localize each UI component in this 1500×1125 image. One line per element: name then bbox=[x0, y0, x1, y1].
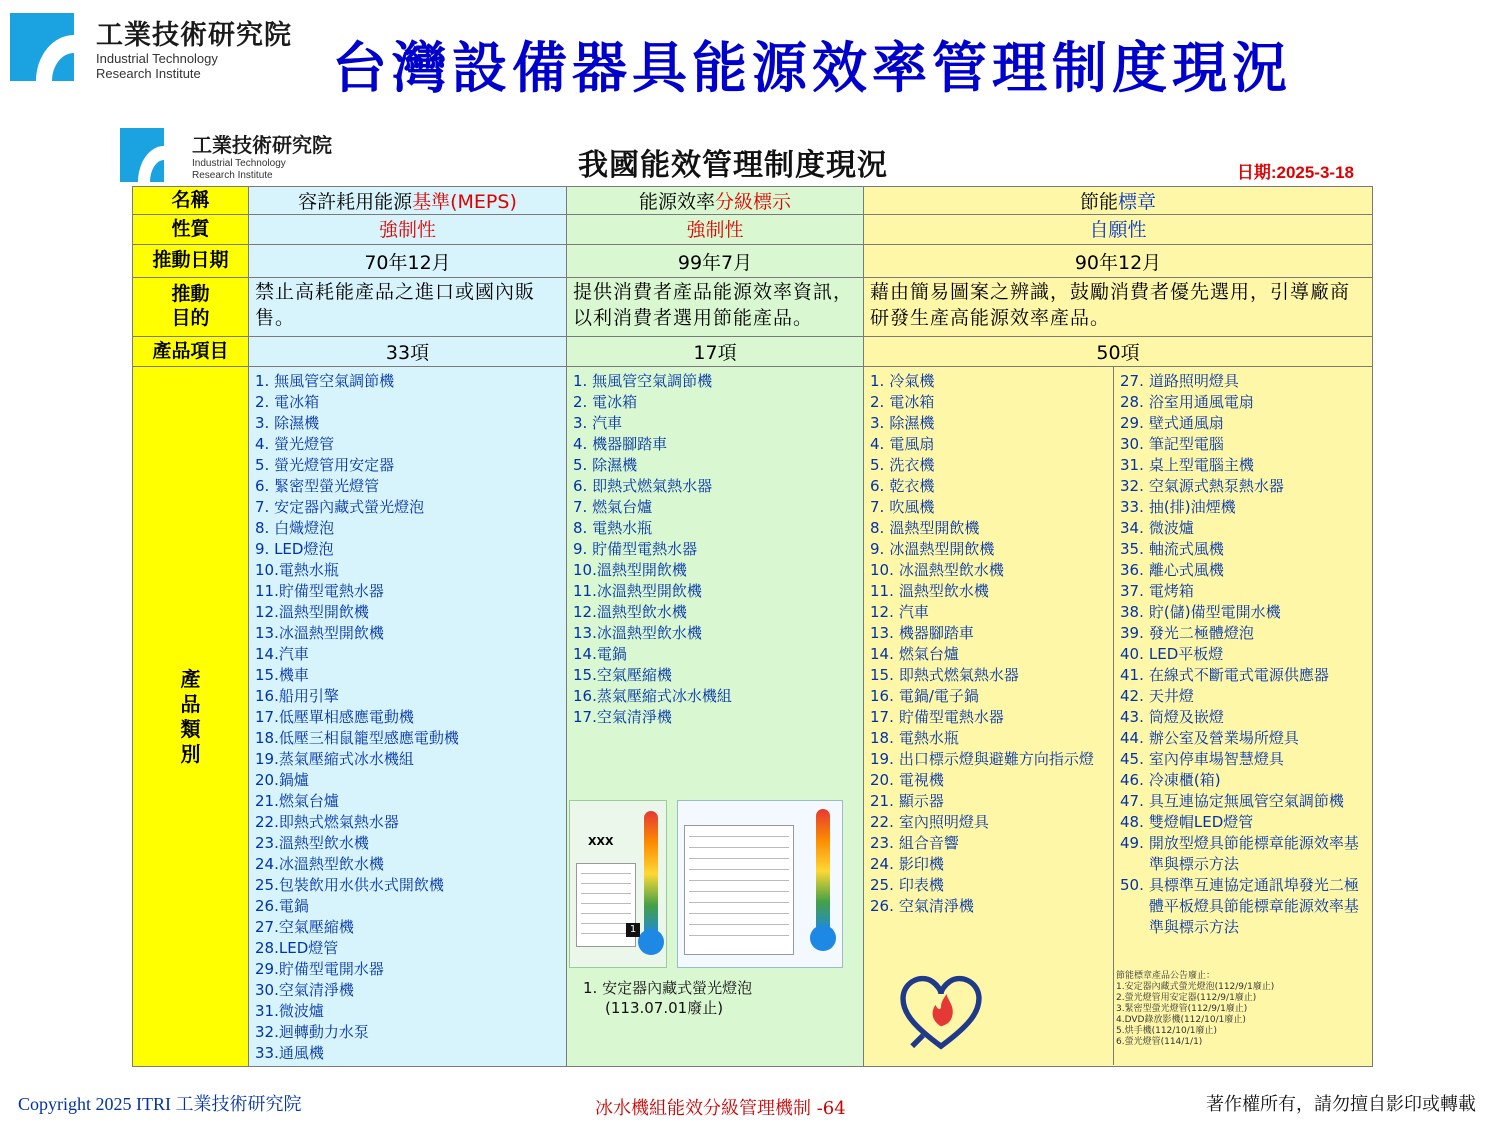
meps-purpose: 禁止高耗能產品之進口或國內販售。 bbox=[249, 278, 567, 337]
list-item: 22.即熱式燃氣熱水器 bbox=[255, 813, 399, 831]
list-item: 13.冰溫熱型開飲機 bbox=[255, 624, 384, 642]
list-item: 7. 安定器內藏式螢光燈泡 bbox=[255, 498, 425, 516]
label-item-list-b bbox=[1114, 367, 1372, 938]
list-item: 8. 溫熱型開飲機 bbox=[870, 519, 980, 537]
meps-nature: 強制性 bbox=[249, 215, 567, 245]
list-item: 35. 軸流式風機 bbox=[1120, 540, 1224, 558]
list-item: 19. 出口標示燈與避難方向指示燈 bbox=[870, 750, 1094, 768]
list-item: 1. 冷氣機 bbox=[870, 372, 935, 390]
list-item: 11.冰溫熱型開飲機 bbox=[573, 582, 702, 600]
list-item: 22. 室內照明燈具 bbox=[870, 813, 989, 831]
list-item: 38. 貯(儲)備型電開水機 bbox=[1120, 603, 1281, 621]
grade-name: 能源效率分級標示 bbox=[567, 187, 864, 215]
list-item: 25.包裝飲用水供水式開飲機 bbox=[255, 876, 444, 894]
list-item: 9. 冰溫熱型開飲機 bbox=[870, 540, 995, 558]
list-item: 19.蒸氣壓縮式冰水機組 bbox=[255, 750, 414, 768]
label-date: 推動日期 bbox=[133, 245, 249, 278]
list-item: 15.機車 bbox=[255, 666, 309, 684]
label-items-cell bbox=[864, 367, 1373, 1067]
panel-itri-logo bbox=[120, 128, 332, 182]
notice-line: 1.安定器內藏式螢光燈泡(112/9/1廢止) bbox=[1116, 982, 1275, 992]
list-item: 12.溫熱型開飲機 bbox=[255, 603, 369, 621]
label-nature: 性質 bbox=[133, 215, 249, 245]
meps-item-list bbox=[249, 367, 566, 1064]
list-item: 32.迴轉動力水泵 bbox=[255, 1023, 369, 1041]
grade-date: 99年7月 bbox=[567, 245, 864, 278]
list-item: 43. 筒燈及嵌燈 bbox=[1120, 708, 1224, 726]
label-count: 產品項目 bbox=[133, 337, 249, 367]
list-item: 36. 離心式風機 bbox=[1120, 561, 1224, 579]
list-item: 9. 貯備型電熱水器 bbox=[573, 540, 698, 558]
panel-date: 日期:2025-3-18 bbox=[1236, 163, 1354, 182]
list-item: 41. 在線式不斷電式電源供應器 bbox=[1120, 666, 1329, 684]
list-item: 1. 無風管空氣調節機 bbox=[255, 372, 395, 390]
list-item: 28. 浴室用通風電扇 bbox=[1120, 393, 1254, 411]
list-item: 20.鍋爐 bbox=[255, 771, 309, 789]
list-item: 45. 室內停車場智慧燈具 bbox=[1120, 750, 1284, 768]
list-item: 33. 抽(排)油煙機 bbox=[1120, 498, 1236, 516]
list-item: 31.微波爐 bbox=[255, 1002, 324, 1020]
list-item: 11. 溫熱型飲水機 bbox=[870, 582, 989, 600]
energy-grade-detail-label-icon bbox=[677, 800, 843, 968]
list-item: 10.溫熱型開飲機 bbox=[573, 561, 687, 579]
list-item: 17.空氣清淨機 bbox=[573, 708, 672, 726]
list-item: 4. 螢光燈管 bbox=[255, 435, 335, 453]
itri-logo-mark-icon bbox=[10, 13, 74, 81]
panel-logo-name-en-1: Industrial Technology bbox=[192, 158, 286, 169]
list-item: 15. 即熱式燃氣熱水器 bbox=[870, 666, 1019, 684]
list-item: 7. 燃氣台爐 bbox=[573, 498, 653, 516]
list-item: 25. 印表機 bbox=[870, 876, 944, 894]
label-name-cell: 節能標章 bbox=[864, 187, 1373, 215]
grade-purpose: 提供消費者產品能源效率資訊，以利消費者選用節能產品。 bbox=[567, 278, 864, 337]
meps-name: 容許耗用能源基準(MEPS) bbox=[249, 187, 567, 215]
list-item: 13. 機器腳踏車 bbox=[870, 624, 974, 642]
meps-items-cell bbox=[249, 367, 567, 1067]
list-item: 12.溫熱型飲水機 bbox=[573, 603, 687, 621]
list-item: 6. 即熱式燃氣熱水器 bbox=[573, 477, 713, 495]
notice-line: 6.螢光燈管(114/1/1) bbox=[1116, 1037, 1203, 1047]
list-item: 27. 道路照明燈具 bbox=[1120, 372, 1239, 390]
list-item: 30.空氣清淨機 bbox=[255, 981, 354, 999]
notice-line: 5.烘手機(112/10/1廢止) bbox=[1116, 1026, 1218, 1036]
logo-name-zh: 工業技術研究院 bbox=[96, 20, 292, 51]
list-item: 21.燃氣台爐 bbox=[255, 792, 339, 810]
list-item: 46. 冷凍櫃(箱) bbox=[1120, 771, 1221, 789]
list-item: 48. 雙燈帽LED燈管 bbox=[1120, 813, 1254, 831]
list-item: 3. 除濕機 bbox=[255, 414, 320, 432]
list-item: 3. 汽車 bbox=[573, 414, 623, 432]
list-item: 8. 電熱水瓶 bbox=[573, 519, 653, 537]
logo-name-en-1: Industrial Technology bbox=[96, 51, 218, 66]
grade-nature: 強制性 bbox=[567, 215, 864, 245]
list-item: 28.LED燈管 bbox=[255, 939, 339, 957]
list-item: 16.船用引擎 bbox=[255, 687, 339, 705]
list-item: 24. 影印機 bbox=[870, 855, 944, 873]
logo-name-en-2: Research Institute bbox=[96, 65, 201, 81]
list-item: 29. 壁式通風扇 bbox=[1120, 414, 1224, 432]
label-purpose: 推動 目的 bbox=[133, 278, 249, 337]
list-item: 30. 筆記型電腦 bbox=[1120, 435, 1224, 453]
list-item: 16. 電鍋/電子鍋 bbox=[870, 687, 979, 705]
list-item: 23.溫熱型飲水機 bbox=[255, 834, 369, 852]
list-item: 3. 除濕機 bbox=[870, 414, 935, 432]
list-item: 20. 電視機 bbox=[870, 771, 944, 789]
list-item: 6. 乾衣機 bbox=[870, 477, 935, 495]
list-item: 17.低壓單相感應電動機 bbox=[255, 708, 414, 726]
list-item: 2. 電冰箱 bbox=[255, 393, 320, 411]
policy-table bbox=[132, 186, 1373, 1067]
list-item: 7. 吹風機 bbox=[870, 498, 935, 516]
grade-count: 17項 bbox=[567, 337, 864, 367]
energy-label-sample-image bbox=[569, 800, 845, 968]
list-item: 15.空氣壓縮機 bbox=[573, 666, 672, 684]
list-item: 1. 無風管空氣調節機 bbox=[573, 372, 713, 390]
notice-line: 節能標章產品公告廢止： bbox=[1116, 971, 1216, 981]
meps-date: 70年12月 bbox=[249, 245, 567, 278]
grade-abolished-note: 1. 安定器內藏式螢光燈泡 (113.07.01廢止) bbox=[583, 979, 753, 1017]
list-item: 44. 辦公室及營業場所燈具 bbox=[1120, 729, 1299, 747]
label-abolished-notice bbox=[1116, 971, 1274, 1048]
panel-title: 我國能效管理制度現況 bbox=[578, 148, 888, 183]
meps-count: 33項 bbox=[249, 337, 567, 367]
list-item: 37. 電烤箱 bbox=[1120, 582, 1194, 600]
list-item: 31. 桌上型電腦主機 bbox=[1120, 456, 1254, 474]
list-item: 32. 空氣源式熱泵熱水器 bbox=[1120, 477, 1284, 495]
list-item: 4. 電風扇 bbox=[870, 435, 935, 453]
label-date-cell: 90年12月 bbox=[864, 245, 1373, 278]
list-item: 10.電熱水瓶 bbox=[255, 561, 339, 579]
list-item: 14.汽車 bbox=[255, 645, 309, 663]
list-item: 21. 顯示器 bbox=[870, 792, 944, 810]
list-item: 26.電鍋 bbox=[255, 897, 309, 915]
list-item: 49. 開放型燈具節能標章能源效率基準與標示方法 bbox=[1120, 834, 1359, 873]
list-item: 5. 除濕機 bbox=[573, 456, 638, 474]
list-item: 29.貯備型電開水器 bbox=[255, 960, 384, 978]
label-nature-cell: 自願性 bbox=[864, 215, 1373, 245]
list-item: 12. 汽車 bbox=[870, 603, 929, 621]
list-item: 10. 冰溫熱型飲水機 bbox=[870, 561, 1004, 579]
energy-label-logo-area bbox=[864, 967, 1372, 1077]
list-item: 47. 具互連協定無風管空氣調節機 bbox=[1120, 792, 1344, 810]
list-item: 24.冰溫熱型飲水機 bbox=[255, 855, 384, 873]
energy-grade-label-icon: XXX 1 bbox=[569, 800, 667, 968]
panel-itri-logo-mark-icon bbox=[120, 128, 164, 182]
list-item: 13.冰溫熱型飲水機 bbox=[573, 624, 702, 642]
list-item: 27.空氣壓縮機 bbox=[255, 918, 354, 936]
notice-line: 2.螢光燈管用安定器(112/9/1廢止) bbox=[1116, 993, 1257, 1003]
list-item: 6. 緊密型螢光燈管 bbox=[255, 477, 380, 495]
list-item: 14. 燃氣台爐 bbox=[870, 645, 959, 663]
label-count-cell: 50項 bbox=[864, 337, 1373, 367]
list-item: 2. 電冰箱 bbox=[870, 393, 935, 411]
list-item: 40. LED平板燈 bbox=[1120, 645, 1224, 663]
list-item: 18.低壓三相鼠籠型感應電動機 bbox=[255, 729, 459, 747]
list-item: 39. 發光二極體燈泡 bbox=[1120, 624, 1254, 642]
label-purpose-cell: 藉由簡易圖案之辨識，鼓勵消費者優先選用，引導廠商研發生產高能源效率產品。 bbox=[864, 278, 1373, 337]
list-item: 4. 機器腳踏車 bbox=[573, 435, 668, 453]
list-item: 16.蒸氣壓縮式冰水機組 bbox=[573, 687, 732, 705]
energy-efficiency-panel bbox=[118, 126, 1380, 1070]
list-item: 26. 空氣清淨機 bbox=[870, 897, 974, 915]
panel-logo-name-en-2: Research Institute bbox=[192, 169, 273, 181]
footer-rights-notice: 著作權所有，請勿擅自影印或轉載 bbox=[1206, 1094, 1476, 1115]
footer-slide-title: 冰水機組能效分級管理機制 -64 bbox=[595, 1098, 846, 1119]
label-category: 產 品 類 別 bbox=[133, 367, 249, 1067]
list-item: 2. 電冰箱 bbox=[573, 393, 638, 411]
list-item: 42. 天井燈 bbox=[1120, 687, 1194, 705]
grade-items-cell bbox=[567, 367, 864, 1067]
notice-line: 3.緊密型螢光燈管(112/9/1廢止) bbox=[1116, 1004, 1248, 1014]
notice-line: 4.DVD錄放影機(112/10/1廢止) bbox=[1116, 1015, 1246, 1025]
panel-logo-name-zh: 工業技術研究院 bbox=[192, 133, 332, 157]
label-name: 名稱 bbox=[133, 187, 249, 215]
list-item: 33.通風機 bbox=[255, 1044, 324, 1062]
footer-copyright: Copyright 2025 ITRI 工業技術研究院 bbox=[18, 1094, 302, 1114]
list-item: 34. 微波爐 bbox=[1120, 519, 1194, 537]
list-item: 17. 貯備型電熱水器 bbox=[870, 708, 1004, 726]
list-item: 23. 組合音響 bbox=[870, 834, 959, 852]
list-item: 9. LED燈泡 bbox=[255, 540, 334, 558]
label-item-list-a bbox=[864, 367, 1113, 917]
list-item: 18. 電熱水瓶 bbox=[870, 729, 959, 747]
energy-saving-heart-icon bbox=[896, 967, 986, 1057]
list-item: 5. 螢光燈管用安定器 bbox=[255, 456, 395, 474]
list-item: 11.貯備型電熱水器 bbox=[255, 582, 384, 600]
list-item: 50. 具標準互連協定通訊埠發光二極體平板燈具節能標章能源效率基準與標示方法 bbox=[1120, 876, 1359, 936]
list-item: 8. 白熾燈泡 bbox=[255, 519, 335, 537]
page-title: 台灣設備器具能源效率管理制度現況 bbox=[332, 35, 1293, 100]
itri-logo bbox=[10, 13, 292, 82]
grade-item-list bbox=[567, 367, 863, 728]
list-item: 14.電鍋 bbox=[573, 645, 627, 663]
list-item: 5. 洗衣機 bbox=[870, 456, 935, 474]
